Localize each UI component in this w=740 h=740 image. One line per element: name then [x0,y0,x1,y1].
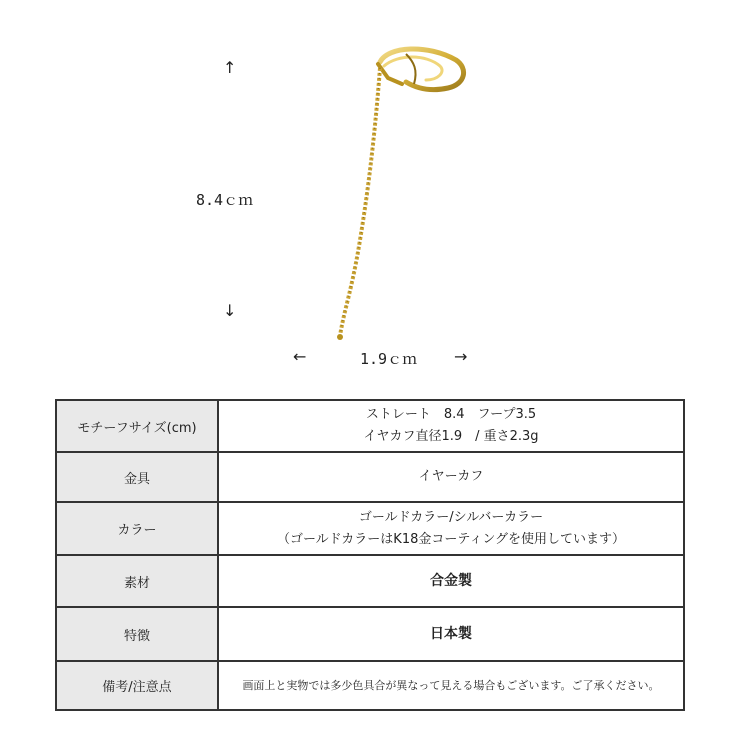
spec-row-color [56,502,684,555]
width-label: 1.9ｃｍ [360,350,418,368]
spec-value-line: ストレート 8.4 フープ3.5 [365,407,537,422]
spec-row-motif-size [56,400,684,452]
spec-label: 特徴 [56,607,218,661]
spec-value-line: イヤカフ直径1.9 / 重さ2.3g [363,429,539,444]
height-label: 8.4ｃｍ [196,191,254,209]
width-arrow-right: → [454,347,468,366]
spec-value-line: 日本製 [430,626,472,642]
spec-value-line: 画面上と実物では多少色具合が異なって見える場合もございます。ご了承ください。 [242,678,660,692]
ear-cuff-ring [378,49,464,90]
spec-value [218,452,684,502]
spec-row-feature [56,607,684,661]
spec-row-fitting [56,452,684,502]
spec-label: 素材 [56,555,218,607]
spec-label: 備考/注意点 [56,661,218,710]
height-arrow-up: ↑ [223,58,237,77]
spec-table [55,399,685,711]
spec-label: カラー [56,502,218,555]
spec-value [218,502,684,555]
spec-value-line: 合金製 [430,573,472,589]
chain [337,68,380,340]
spec-row-material [56,555,684,607]
spec-value [218,555,684,607]
spec-value-line: ゴールドカラー/シルバーカラー [358,509,544,525]
width-arrow-left: ← [293,347,307,366]
spec-row-notes [56,661,684,710]
spec-label: 金具 [56,452,218,502]
ear-cuff-product-image [318,40,478,350]
spec-value [218,400,684,452]
spec-value [218,607,684,661]
height-arrow-down: ↓ [223,301,237,320]
spec-value-line: イヤーカフ [418,469,484,484]
spec-value [218,661,684,710]
spec-value-line: （ゴールドカラーはK18金コーティングを使用しています） [276,531,626,547]
spec-label: モチーフサイズ(cm) [56,400,218,452]
